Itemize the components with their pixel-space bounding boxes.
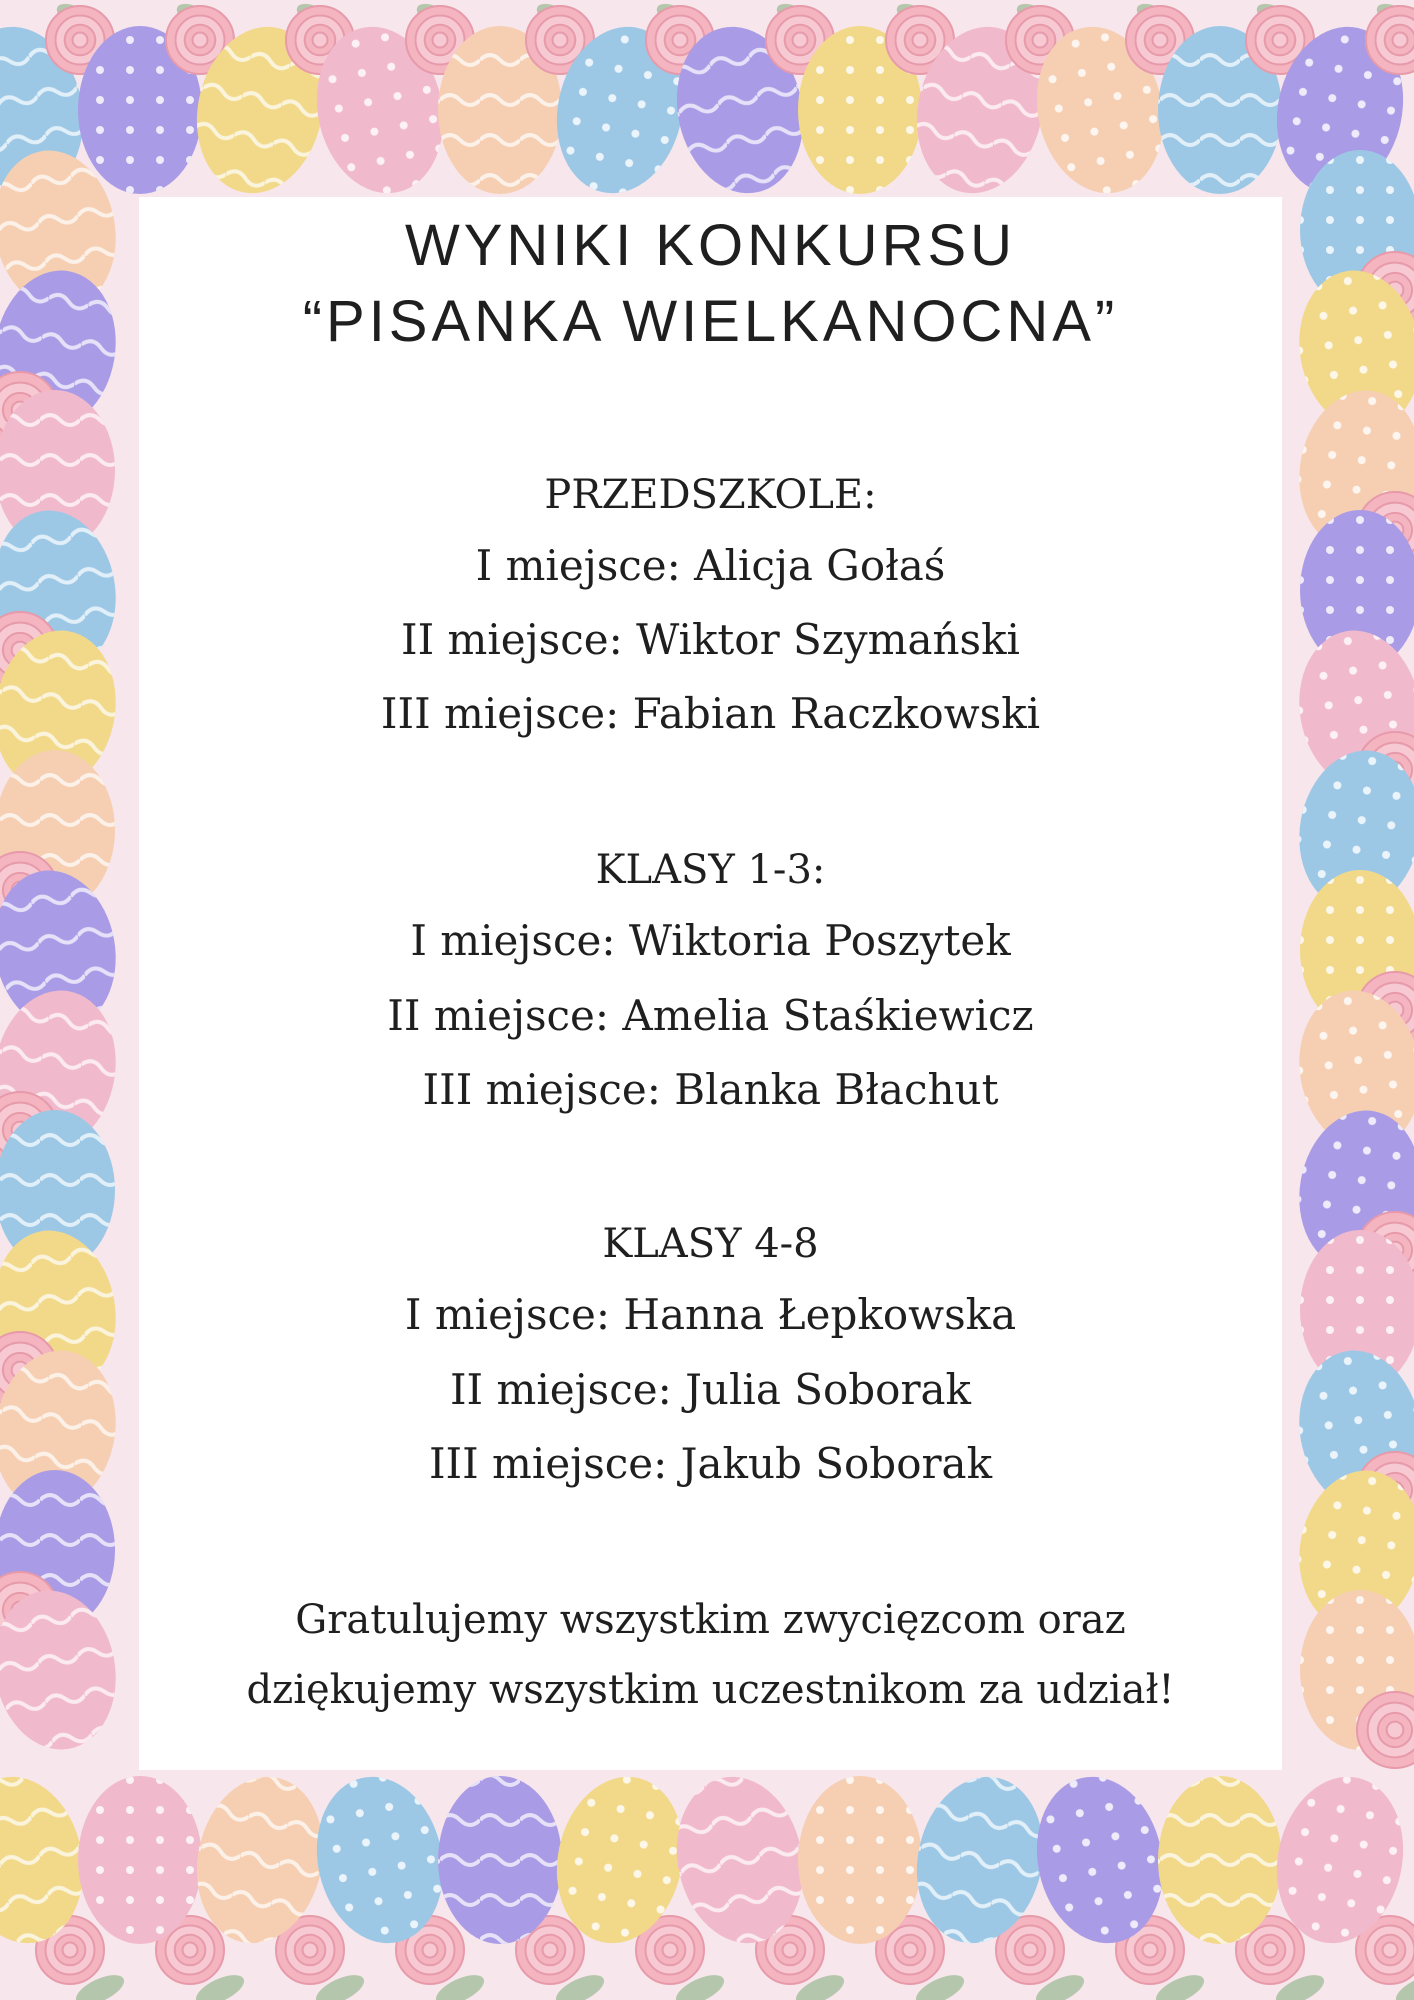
result-grades-4-8-1: I miejsce: Hanna Łepkowska (404, 1290, 1017, 1339)
result-preschool-3: III miejsce: Fabian Raczkowski (380, 689, 1041, 738)
easter-egg-decoration (798, 1776, 922, 1944)
easter-egg-decoration (1158, 1776, 1282, 1944)
section-heading-grades-1-3: KLASY 1-3: (595, 847, 826, 893)
section-heading-grades-4-8: KLASY 4-8 (602, 1221, 819, 1267)
congratulations-line2: dziękujemy wszystkim uczestnikom za udział! (246, 1667, 1175, 1713)
result-grades-1-3-2: II miejsce: Amelia Staśkiewicz (387, 991, 1034, 1040)
result-preschool-1: I miejsce: Alicja Gołaś (475, 541, 946, 590)
section-heading-preschool: PRZEDSZKOLE: (544, 472, 877, 518)
congratulations-line1: Gratulujemy wszystkim zwycięzcom oraz (295, 1597, 1126, 1643)
result-grades-4-8-3: III miejsce: Jakub Soborak (428, 1439, 993, 1488)
easter-egg-decoration (438, 1776, 562, 1944)
page-title-line2: “PISANKA WIELKANOCNA” (302, 289, 1119, 354)
page-title-line1: WYNIKI KONKURSU (404, 213, 1017, 278)
result-grades-1-3-3: III miejsce: Blanka Błachut (422, 1065, 999, 1114)
result-preschool-2: II miejsce: Wiktor Szymański (401, 615, 1020, 664)
results-panel (139, 197, 1282, 1770)
easter-egg-decoration (78, 1776, 202, 1944)
result-grades-4-8-2: II miejsce: Julia Soborak (449, 1365, 972, 1414)
result-grades-1-3-1: I miejsce: Wiktoria Poszytek (410, 916, 1011, 965)
